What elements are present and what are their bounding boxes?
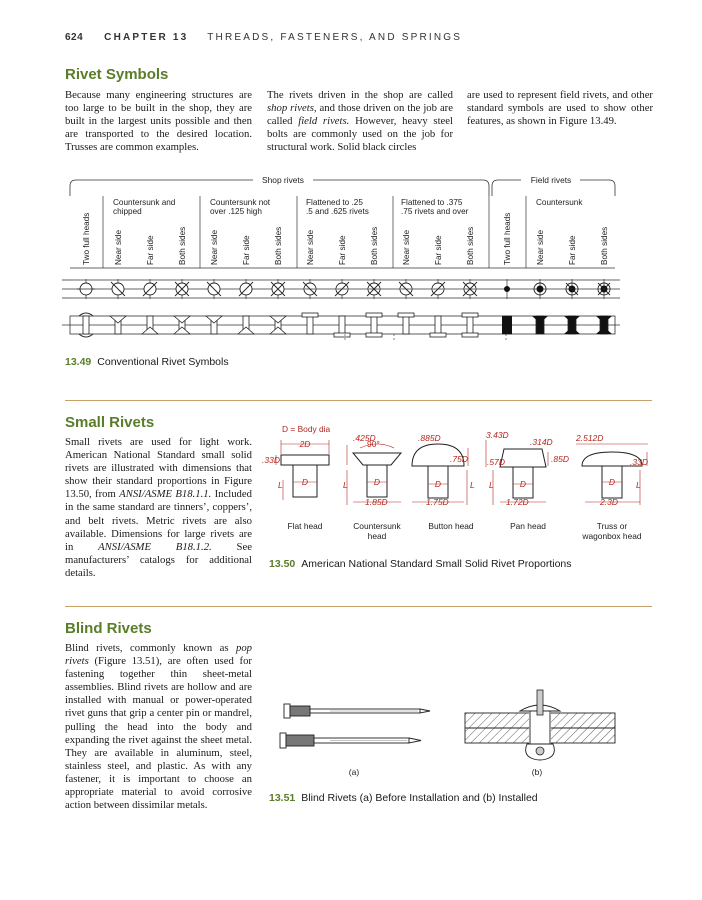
text-run: Included in the same standard are tinners’, coppers’, and belt rivets. Metric rivets are also available. Dimensions for large rivets are in (65, 488, 252, 553)
column-label: Both sides (466, 226, 475, 265)
fig-a-label: (a) (348, 767, 360, 777)
text-run: Blind rivets, commonly known as (65, 642, 236, 654)
label-countersunk: Countersunk (353, 521, 401, 531)
column-label: Near side (306, 229, 315, 265)
text-run: and those driven on the job are called (267, 102, 453, 128)
caption-number: 13.49 (65, 356, 92, 368)
dim-885d: .885D (418, 433, 441, 443)
chapter-label: CHAPTER 13 (104, 32, 189, 43)
dim-175d: 1.75D (426, 497, 449, 507)
group-label-1b: chipped (113, 207, 142, 216)
label-truss-2: wagonbox head (582, 531, 642, 541)
dim-l: L (470, 480, 475, 490)
column-label: Near side (114, 229, 123, 265)
group-label-1: Countersunk and (113, 198, 176, 207)
column-label: Far side (146, 235, 155, 265)
column-label: Far side (242, 235, 251, 265)
column-label: Both sides (274, 226, 283, 265)
group-label-2b: over .125 high (210, 207, 262, 216)
figure-13-51-caption (269, 792, 538, 804)
dim-d: D (608, 477, 616, 487)
fig-b-label: (b) (531, 767, 543, 777)
group-label-3: Flattened to .25 (306, 198, 363, 207)
column-label: Two full heads (503, 212, 512, 265)
rivet-symbols-col1: Because many engineering structures are too large to be built in the shop, they are built in the largest units possible and then are transported to the desired location. Trusses are common examples. (65, 89, 252, 154)
group-label-2: Countersunk not (210, 198, 271, 207)
caption-text: Conventional Rivet Symbols (97, 356, 229, 368)
dim-425d: .425D (353, 433, 376, 443)
column-label: Both sides (600, 226, 609, 265)
caption-number: 13.50 (269, 558, 296, 570)
dim-90deg: 90° (367, 439, 380, 449)
group-label-4: Flattened to .375 (401, 198, 463, 207)
dim-23d: 2.3D (600, 497, 618, 507)
dim-d: D (373, 477, 381, 487)
column-label: Both sides (370, 226, 379, 265)
dim-d: D (301, 477, 309, 487)
dim-d: D (519, 479, 527, 489)
label-flat-head: Flat head (287, 521, 323, 531)
dim-d: D (434, 479, 442, 489)
dim-172d: 1.72D (506, 497, 529, 507)
column-label: Near side (210, 229, 219, 265)
column-label: Far side (338, 235, 347, 265)
page-number: 624 (65, 32, 84, 43)
chapter-title: THREADS, FASTENERS, AND SPRINGS (207, 32, 463, 43)
std-ref: ANSI/ASME B18.1.2. (98, 540, 212, 553)
label-truss: Truss or (596, 521, 628, 531)
dim-l: L (278, 480, 283, 490)
label-button-head: Button head (428, 521, 474, 531)
dim-314d: .314D (530, 437, 553, 447)
field-rivets-label: Field rivets (530, 175, 572, 185)
caption-text: Blind Rivets (a) Before Installation and (b) Installed (301, 792, 538, 804)
dim-l: L (636, 480, 641, 490)
column-label: Near side (536, 229, 545, 265)
dim-85d: .85D (551, 454, 569, 464)
group-label-4b: .75 rivets and over (401, 207, 469, 216)
dim-2d: 2D (299, 439, 311, 449)
caption-number: 13.51 (269, 792, 296, 804)
text-run: However, heavy steel bolts are commonly used on the job for structural work. Solid black circles (267, 115, 453, 154)
dim-2512d: 2.512D (576, 433, 604, 443)
group-label-3b: .5 and .625 rivets (306, 207, 369, 216)
section-heading-rivet-symbols: Rivet Symbols (65, 66, 169, 83)
column-label: Far side (434, 235, 443, 265)
text-run: See manufacturers’ catalogs for additional details. (65, 540, 252, 579)
dim-l: L (343, 480, 348, 490)
dim-33d: .33D (630, 457, 648, 467)
text-run: Small rivets are used for light work. American National Standard small solid rivets are illustrated with dimensions that show their standard proportions in Figure 13.50, from (65, 436, 252, 501)
term-pop-rivets: pop rivets (65, 642, 252, 668)
text-run: The rivets driven in the shop are called (267, 89, 453, 101)
column-label: Near side (402, 229, 411, 265)
label-countersunk-2: head (367, 531, 387, 541)
blind-rivet-installed (465, 690, 615, 760)
term-shop-rivets: shop rivets, (267, 102, 317, 115)
term-field-rivets: field rivets. (298, 115, 350, 128)
shop-rivets-label: Shop rivets (262, 175, 304, 185)
rivet-symbols-col3: are used to represent field rivets, and other standard symbols are used to show other features, as shown in Figure 13.49. (467, 89, 653, 128)
caption-text: American National Standard Small Solid Rivet Proportions (301, 558, 572, 570)
blind-rivet-before-1 (284, 704, 430, 718)
dim-33d: .33D (262, 455, 280, 465)
dim-l: L (489, 480, 494, 490)
section-heading-blind-rivets: Blind Rivets (65, 620, 152, 637)
dim-343d: 3.43D (486, 430, 509, 440)
label-pan-head: Pan head (510, 521, 546, 531)
body-dia-label: D = Body dia (282, 424, 331, 434)
group-label-5: Countersunk (536, 198, 583, 207)
column-label: Both sides (178, 226, 187, 265)
section-heading-small-rivets: Small Rivets (65, 414, 155, 431)
text-run: (Figure 13.51), are often used for fastening together thin sheet-metal assemblies. Blind rivets are hollow and are installed with manual or power-operated rivet guns that grip a center pin or mandrel, pulling the head into the body and expanding the rivet against the sheet metal. They are available in aluminum, steel, stainless steel, and plastic. As with any fastener, it is important to choose an appropriate material to avoid corrosive action between dissimilar metals. (65, 655, 252, 812)
column-label: Far side (568, 235, 577, 265)
blind-rivet-before-2 (280, 733, 421, 748)
column-label: Two full heads (82, 212, 91, 265)
std-ref: ANSI/ASME B18.1.1. (119, 488, 212, 501)
dim-185d: 1.85D (365, 497, 388, 507)
dim-75d: .75D (450, 454, 468, 464)
dim-57d: .57D (487, 457, 505, 467)
